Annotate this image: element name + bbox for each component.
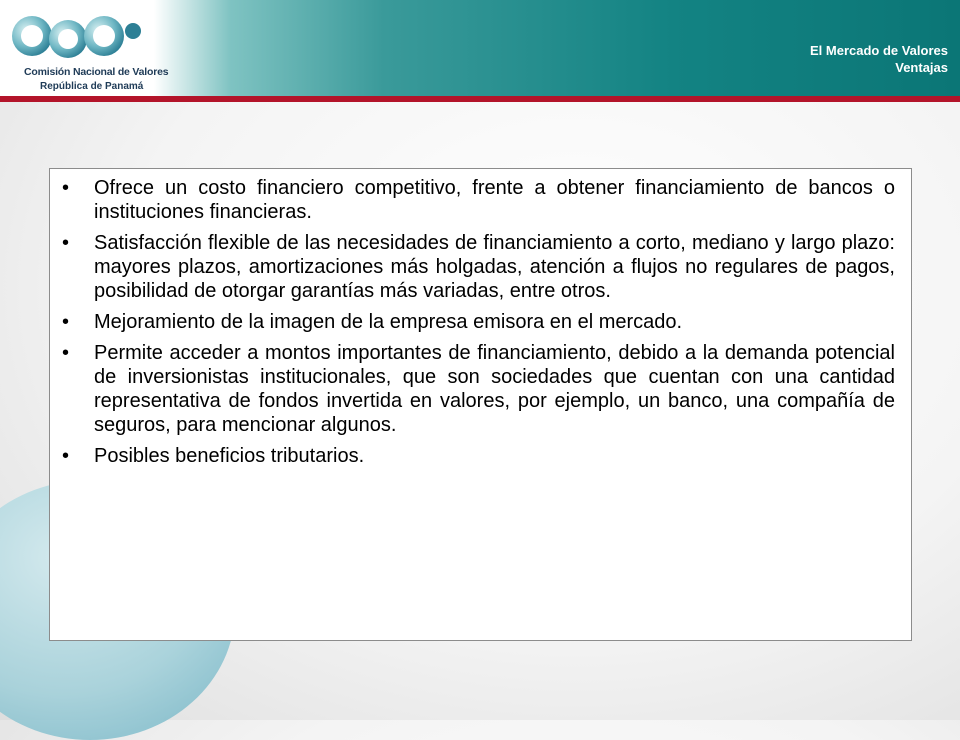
content-box bbox=[49, 168, 912, 641]
list-item bbox=[62, 176, 895, 224]
bullet-icon: • bbox=[62, 311, 70, 333]
bullet-icon: • bbox=[62, 232, 70, 254]
logo-text-line2: República de Panamá bbox=[40, 81, 144, 92]
title-line1: El Mercado de Valores bbox=[809, 43, 948, 58]
list-item bbox=[62, 444, 895, 468]
list-item-text: Permite acceder a montos importantes de financiamiento, debido a la demanda potencial de inversionistas institucionales, que son sociedades que cuentan con una cantidad representativa de fondos invertida en valores, por ejemplo, un banco, una compañía de seguros, para mencionar algunos. bbox=[94, 342, 895, 436]
title-line2: Ventajas bbox=[895, 60, 948, 75]
list-item bbox=[62, 231, 895, 303]
list-item-text: Satisfacción flexible de las necesidades de financiamiento a corto, mediano y largo plazo: mayores plazos, amortizaciones más holgadas, atención a flujos no regulares de pagos, posibilidad de otorgar garantías más variadas, entre otros. bbox=[94, 232, 895, 302]
bullet-icon: • bbox=[62, 342, 70, 364]
bullet-icon: • bbox=[62, 177, 70, 199]
cnv-logo bbox=[6, 6, 169, 92]
list-item bbox=[62, 310, 895, 334]
logo-circles-icon bbox=[6, 6, 156, 66]
bullet-icon: • bbox=[62, 445, 70, 467]
logo-text-line1: Comisión Nacional de Valores bbox=[24, 66, 169, 78]
header-banner bbox=[0, 0, 960, 96]
list-item-text: Mejoramiento de la imagen de la empresa emisora en el mercado. bbox=[94, 311, 683, 333]
list-item bbox=[62, 341, 895, 437]
list-item-text: Ofrece un costo financiero competitivo, frente a obtener financiamiento de bancos o instituciones financieras. bbox=[94, 177, 895, 223]
slide-title bbox=[810, 42, 948, 76]
header-divider bbox=[0, 96, 960, 102]
advantages-list bbox=[50, 169, 911, 468]
list-item-text: Posibles beneficios tributarios. bbox=[94, 445, 365, 467]
